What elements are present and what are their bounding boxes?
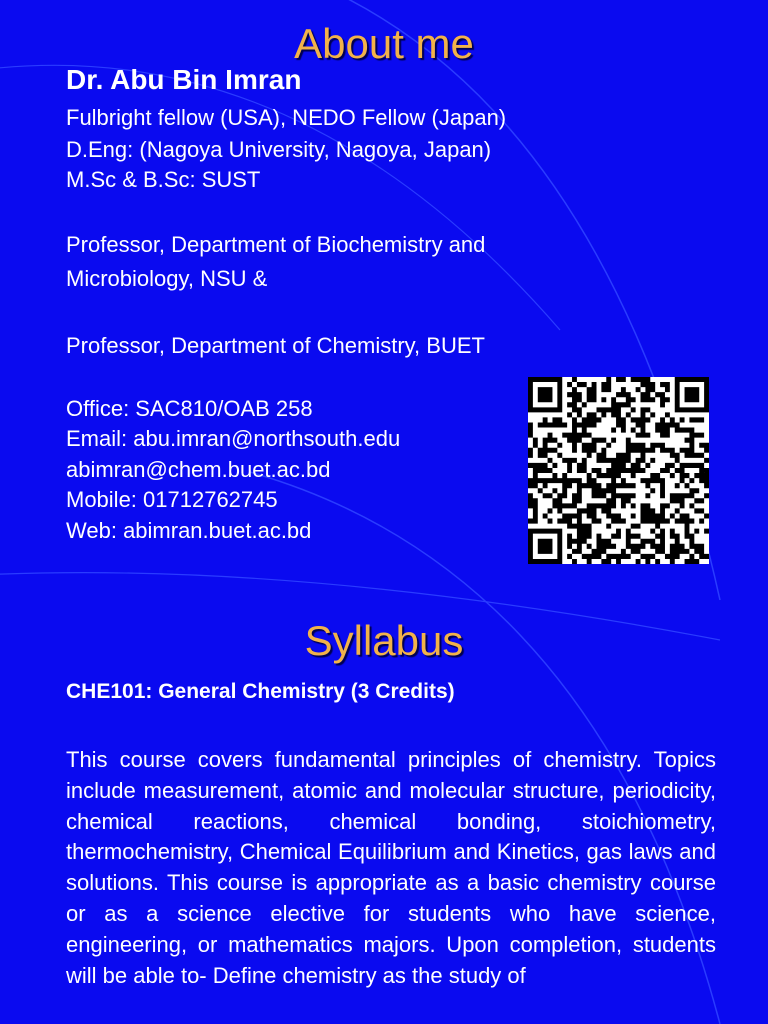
position-line: Microbiology, NSU &: [66, 266, 268, 291]
syllabus-slide: [0, 512, 768, 1024]
position-line: Professor, Department of Chemistry, BUET: [66, 333, 485, 358]
author-name: Dr. Abu Bin Imran: [66, 64, 302, 95]
office-text: Office: SAC810/OAB 258: [66, 396, 313, 421]
course-description: This course covers fundamental principles of chemistry. Topics include measurement, atomic and molecular structure, periodicity, chemical reactions, chemical bonding, stoichiometry, thermochemistry, Chemical Equilibrium and Kinetics, gas laws and solutions. This course is appropriate as a basic chemistry course or as a science elective for students who have science, engineering, or mathematics majors. Upon completion, students will be able to- Define chemistry as the study of: [66, 747, 716, 988]
course-heading: CHE101: General Chemistry (3 Credits): [66, 680, 455, 703]
position-line: Professor, Department of Biochemistry and: [66, 232, 486, 257]
credential-line: M.Sc & B.Sc: SUST: [66, 167, 261, 192]
email-alt-text: abimran@chem.buet.ac.bd: [66, 457, 331, 482]
slide-title: Syllabus: [304, 617, 464, 664]
credential-line: Fulbright fellow (USA), NEDO Fellow (Japan): [66, 105, 507, 130]
slide-title: About me: [294, 20, 474, 67]
credential-line: D.Eng: (Nagoya University, Nagoya, Japan): [66, 137, 492, 162]
mobile-text: Mobile: 01712762745: [66, 487, 278, 512]
email-text: Email: abu.imran@northsouth.edu: [66, 426, 401, 451]
web-text: Web: abimran.buet.ac.bd: [66, 518, 312, 543]
